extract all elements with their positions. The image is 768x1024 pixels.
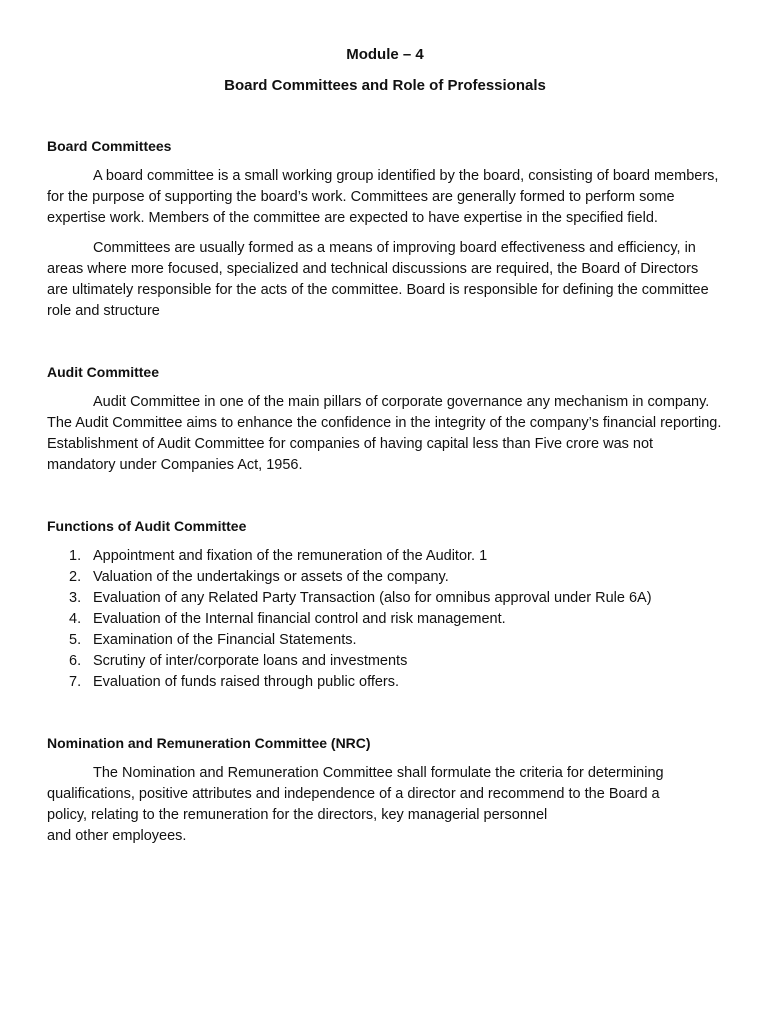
list-item [47,546,723,567]
paragraph-line: policy, relating to the remuneration for the directors, key managerial personnel [47,807,548,823]
heading-functions: Functions of Audit Committee [47,518,247,534]
section-functions [47,516,723,693]
list-text: Evaluation of the Internal financial control and risk management. [93,611,506,627]
list-text: Scrutiny of inter/corporate loans and investments [93,653,408,669]
paragraph-line: qualifications, positive attributes and independence of a director and recommend to the Board a [47,786,660,802]
paragraph-board-committees-1: A board committee is a small working group identified by the board, consisting of board members, for the purpose of supporting the board’s work. Committees are generally formed to perform some expertise work. Members of the committee are expected to have expertise in the specified field. [47,168,719,226]
heading-audit-committee: Audit Committee [47,364,159,380]
document-subtitle: Board Committees and Role of Professionals [224,77,546,94]
list-number: 2. [69,569,82,585]
paragraph-audit-committee: Audit Committee in one of the main pillars of corporate governance any mechanism in company. The Audit Committee aims to enhance the confidence in the integrity of the company’s financial reporting. Establishment of Audit Committee for companies of having capital less than Five crore was not mandatory under Companies Act, 1956. [47,394,722,473]
paragraph-nrc [47,763,723,847]
document-page [47,40,723,847]
list-number: 4. [69,611,82,627]
list-number: 3. [69,590,82,606]
list-item [47,588,723,609]
paragraph-line: The Nomination and Remuneration Committee shall formulate the criteria for determining [93,765,664,781]
section-board-committees [47,136,723,322]
list-number: 1. [69,548,82,564]
list-item [47,672,723,693]
list-text: Evaluation of funds raised through public offers. [93,674,400,690]
heading-nrc: Nomination and Remuneration Committee (NRC) [47,735,371,751]
section-nrc [47,733,723,847]
list-number: 5. [69,632,82,648]
module-title: Module – 4 [346,46,424,63]
list-number: 7. [69,674,82,690]
list-item [47,630,723,651]
list-text: Appointment and fixation of the remuneration of the Auditor. 1 [93,548,488,564]
paragraph-line: and other employees. [47,828,187,844]
list-text: Valuation of the undertakings or assets of the company. [93,569,449,585]
list-item [47,651,723,672]
list-text: Examination of the Financial Statements. [93,632,357,648]
heading-board-committees: Board Committees [47,138,172,154]
paragraph-board-committees-2: Committees are usually formed as a means of improving board effectiveness and efficiency, in areas where more focused, specialized and technical discussions are required, the Board of Directors are ultimately responsible for the acts of the committee. Board is responsible for defining the committee role and structure [47,240,709,319]
list-number: 6. [69,653,82,669]
functions-list [47,546,723,693]
list-item [47,609,723,630]
section-audit-committee [47,362,723,476]
list-text: Evaluation of any Related Party Transaction (also for omnibus approval under Rule 6A) [93,590,652,606]
list-item [47,567,723,588]
